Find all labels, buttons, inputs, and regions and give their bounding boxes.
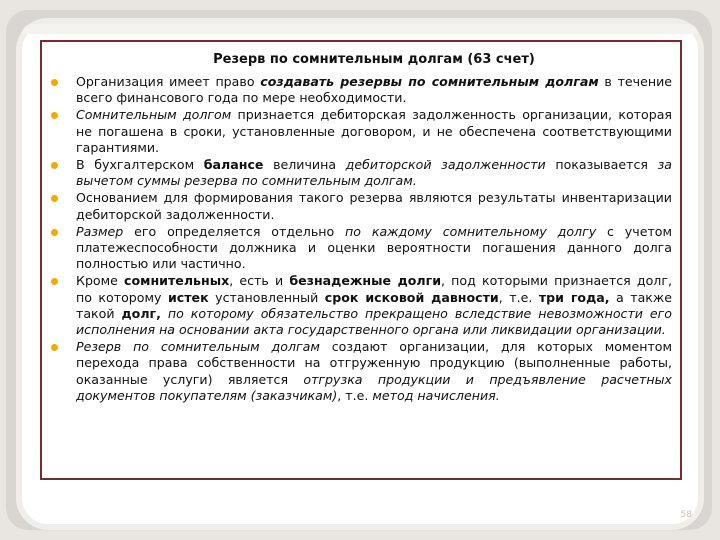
list-item: Сомнительным долгом признается дебиторская задолженность организации, которая не погашена в сроки, установленные договором, и не обеспечена соответствующими гарантиями. (76, 107, 672, 156)
page-title: Резерв по сомнительным долгам (63 счет) (213, 52, 535, 67)
bullet-icon (51, 278, 58, 285)
bullet-icon (51, 162, 58, 169)
page-number: 58 (680, 510, 692, 520)
bullet-list (76, 74, 672, 404)
content-box (40, 40, 682, 480)
bullet-icon (51, 112, 58, 119)
bullet-icon (51, 229, 58, 236)
list-item: Размер его определяется отдельно по каждому сомнительному долгу с учетом платежеспособности должника и оценки вероятности погашения данного долга полностью или частично. (76, 224, 672, 273)
bullet-icon (51, 344, 58, 351)
list-item: Резерв по сомнительным долгам создают организации, для которых моментом перехода права собственности на отгруженную продукцию (выполненные работы, оказанные услуги) является отгрузка продукции и предъявление расчетных документов покупателям (заказчикам), т.е. метод начисления. (76, 339, 672, 404)
slide-topbar (22, 24, 698, 34)
list-item: В бухгалтерском балансе величина дебиторской задолженности показывается за вычетом суммы резерва по сомнительным долгам. (76, 157, 672, 189)
list-item: Кроме сомнительных, есть и безнадежные долги, под которыми признается долг, по которому истек установленный срок исковой давности, т.е. три года, а также такой долг, по которому обязательство прекращено вследствие невозможности его исполнения на основании акта государственного органа или ликвидации организации. (76, 273, 672, 338)
list-item: Организация имеет право создавать резервы по сомнительным долгам в течение всего финансового года по мере необходимости. (76, 74, 672, 106)
bullet-icon (51, 195, 58, 202)
bullet-icon (51, 79, 58, 86)
list-item: Основанием для формирования такого резерва являются результаты инвентаризации дебиторской задолженности. (76, 190, 672, 222)
